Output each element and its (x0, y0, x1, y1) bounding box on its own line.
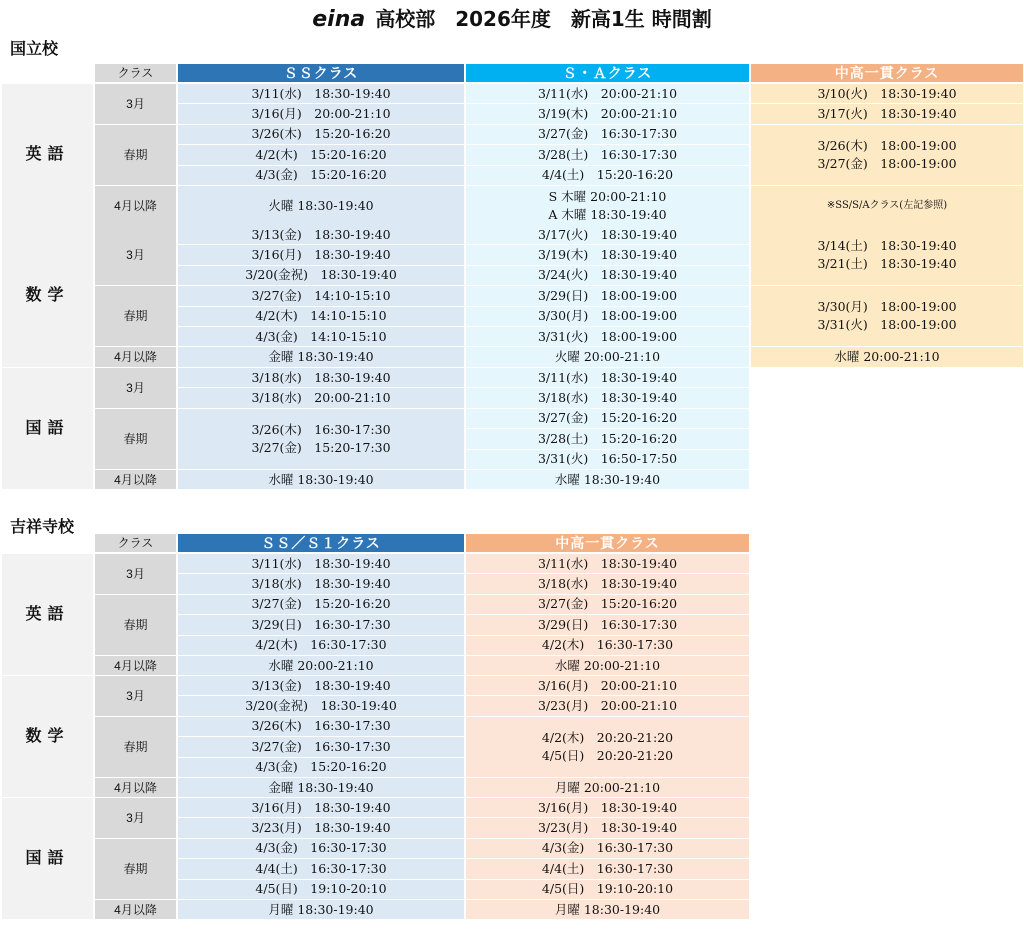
time-slot: 3/24(火) 18:30-19:40 (466, 266, 749, 285)
class-header-ch: 中高一貫クラス (466, 534, 749, 552)
time-slot: 3/28(土) 15:20-16:20 (466, 429, 749, 448)
time-slot: 3/18(水) 18:30-19:40 (466, 388, 749, 407)
time-slot: 4/5(日) 19:10-20:10 (466, 880, 749, 899)
time-slot: 3/28(土) 16:30-17:30 (466, 145, 749, 164)
time-slot: 3/26(木) 15:20-16:20 (178, 125, 464, 144)
period-label: 4月以降 (95, 347, 176, 366)
time-slot-block: 水曜 18:30-19:40 (178, 470, 464, 489)
class-header-ss: ＳＳクラス (178, 64, 464, 82)
eina-logo: eina (312, 7, 366, 32)
time-slot: 4/2(木) 16:30-17:30 (466, 636, 749, 655)
time-slot: 3/18(水) 18:30-19:40 (466, 574, 749, 593)
title-text: 高校部 2026年度 新高1生 時間割 (375, 7, 712, 31)
time-slot: 3/11(水) 18:30-19:40 (466, 554, 749, 573)
time-slot: 3/10(火) 18:30-19:40 (751, 84, 1023, 103)
time-slot-block: 3/30(月) 18:00-19:00 3/31(火) 18:00-19:00 (751, 286, 1023, 346)
period-label: 3月 (95, 798, 176, 838)
time-slot-block: 月曜 20:00-21:10 (466, 778, 749, 797)
time-slot: 4/3(金) 15:20-16:20 (178, 758, 464, 777)
period-label: 4月以降 (95, 186, 176, 226)
class-label: クラス (95, 64, 176, 82)
time-slot: 4/4(土) 16:30-17:30 (466, 859, 749, 878)
time-slot-block: 4/2(木) 20:20-21:20 4/5(日) 20:20-21:20 (466, 717, 749, 777)
time-slot-block: 月曜 18:30-19:40 (466, 900, 749, 919)
period-label: 4月以降 (95, 656, 176, 675)
time-slot: 3/27(金) 15:20-16:20 (466, 409, 749, 428)
class-header-ss: ＳＳ／Ｓ１クラス (178, 534, 464, 552)
time-slot: 3/16(月) 18:30-19:40 (178, 245, 464, 264)
class-header-ch: 中高一貫クラス (751, 64, 1023, 82)
period-label: 春期 (95, 125, 176, 185)
time-slot: 3/27(金) 16:30-17:30 (178, 737, 464, 756)
period-label: 4月以降 (95, 778, 176, 797)
period-label: 春期 (95, 717, 176, 777)
period-label: 春期 (95, 409, 176, 469)
time-slot-block: 金曜 18:30-19:40 (178, 347, 464, 366)
time-slot-block: 水曜 20:00-21:10 (466, 656, 749, 675)
time-slot: 3/27(金) 15:20-16:20 (178, 595, 464, 614)
time-slot: 3/29(日) 18:00-19:00 (466, 286, 749, 305)
class-header-sa: Ｓ・Ａクラス (466, 64, 749, 82)
class-label: クラス (95, 534, 176, 552)
time-slot: 4/3(金) 14:10-15:10 (178, 327, 464, 346)
period-label: 3月 (95, 368, 176, 408)
time-slot-block: 火曜 20:00-21:10 (466, 347, 749, 366)
subject-math: 数学 (2, 225, 93, 367)
period-label: 3月 (95, 554, 176, 594)
time-slot: 3/29(日) 16:30-17:30 (466, 615, 749, 634)
subject-english: 英語 (2, 84, 93, 226)
time-slot: 3/11(水) 18:30-19:40 (178, 554, 464, 573)
time-slot: 4/3(金) 16:30-17:30 (466, 839, 749, 858)
period-label: 4月以降 (95, 900, 176, 919)
page-title (0, 4, 1024, 34)
time-slot: 3/26(木) 16:30-17:30 (178, 717, 464, 736)
period-label: 3月 (95, 84, 176, 124)
time-slot: 3/17(火) 18:30-19:40 (751, 104, 1023, 123)
time-slot: 3/29(日) 16:30-17:30 (178, 615, 464, 634)
time-slot: 3/16(月) 18:30-19:40 (466, 798, 749, 817)
period-label: 春期 (95, 839, 176, 899)
time-slot: 3/11(水) 18:30-19:40 (466, 368, 749, 387)
time-slot: 3/18(水) 20:00-21:10 (178, 388, 464, 407)
time-slot: 4/4(土) 16:30-17:30 (178, 859, 464, 878)
subject-japanese: 国語 (2, 368, 93, 489)
time-slot: 3/27(金) 14:10-15:10 (178, 286, 464, 305)
time-slot-block: 3/26(木) 18:00-19:00 3/27(金) 18:00-19:00 (751, 125, 1023, 185)
subject-japanese: 国語 (2, 798, 93, 919)
subject-math: 数学 (2, 676, 93, 797)
time-slot: 3/16(月) 20:00-21:10 (178, 104, 464, 123)
time-slot: 4/2(木) 15:20-16:20 (178, 145, 464, 164)
time-slot: 3/30(月) 18:00-19:00 (466, 307, 749, 326)
time-slot: 3/23(月) 18:30-19:40 (178, 818, 464, 837)
time-slot: 3/23(月) 20:00-21:10 (466, 696, 749, 715)
time-slot-block: 月曜 18:30-19:40 (178, 900, 464, 919)
time-slot: 3/23(月) 18:30-19:40 (466, 818, 749, 837)
time-slot: 3/11(水) 20:00-21:10 (466, 84, 749, 103)
time-slot: 3/16(月) 18:30-19:40 (178, 798, 464, 817)
time-slot-block: 水曜 18:30-19:40 (466, 470, 749, 489)
time-slot: 4/2(木) 16:30-17:30 (178, 636, 464, 655)
time-slot: 3/11(水) 18:30-19:40 (178, 84, 464, 103)
time-slot-block: 水曜 20:00-21:10 (178, 656, 464, 675)
time-slot: 3/19(木) 20:00-21:10 (466, 104, 749, 123)
time-slot-block: S 木曜 20:00-21:10 A 木曜 18:30-19:40 (466, 186, 749, 226)
time-slot: 4/3(金) 15:20-16:20 (178, 166, 464, 185)
time-slot: 3/13(金) 18:30-19:40 (178, 225, 464, 244)
time-slot: 3/19(木) 18:30-19:40 (466, 245, 749, 264)
time-slot-block: 水曜 20:00-21:10 (751, 347, 1023, 366)
time-slot: 3/27(金) 15:20-16:20 (466, 595, 749, 614)
period-label: 4月以降 (95, 470, 176, 489)
period-label: 3月 (95, 676, 176, 716)
time-slot: 4/5(日) 19:10-20:10 (178, 880, 464, 899)
time-slot: 3/18(水) 18:30-19:40 (178, 574, 464, 593)
school-name-kichijoji: 吉祥寺校 (10, 517, 75, 536)
time-slot: 3/27(金) 16:30-17:30 (466, 125, 749, 144)
time-slot: 4/3(金) 16:30-17:30 (178, 839, 464, 858)
period-label: 3月 (95, 225, 176, 285)
time-slot: 3/16(月) 20:00-21:10 (466, 676, 749, 695)
time-slot: 3/20(金祝) 18:30-19:40 (178, 266, 464, 285)
time-slot: 3/13(金) 18:30-19:40 (178, 676, 464, 695)
time-slot: 3/17(火) 18:30-19:40 (466, 225, 749, 244)
subject-english: 英語 (2, 554, 93, 675)
school-name-kunitachi: 国立校 (10, 39, 59, 58)
period-label: 春期 (95, 595, 176, 655)
period-label: 春期 (95, 286, 176, 346)
time-slot: 3/31(火) 18:00-19:00 (466, 327, 749, 346)
time-slot: 3/18(水) 18:30-19:40 (178, 368, 464, 387)
time-slot: 4/2(木) 14:10-15:10 (178, 307, 464, 326)
time-slot: 4/4(土) 15:20-16:20 (466, 166, 749, 185)
time-slot-block: 3/14(土) 18:30-19:40 3/21(土) 18:30-19:40 (751, 225, 1023, 285)
time-slot: 3/31(火) 16:50-17:50 (466, 450, 749, 469)
time-slot-block: 火曜 18:30-19:40 (178, 186, 464, 226)
time-slot-block: 金曜 18:30-19:40 (178, 778, 464, 797)
time-slot-block: ※SS/S/Aクラス(左記参照) (751, 186, 1023, 226)
time-slot-block: 3/26(木) 16:30-17:30 3/27(金) 15:20-17:30 (178, 409, 464, 469)
time-slot: 3/20(金祝) 18:30-19:40 (178, 696, 464, 715)
